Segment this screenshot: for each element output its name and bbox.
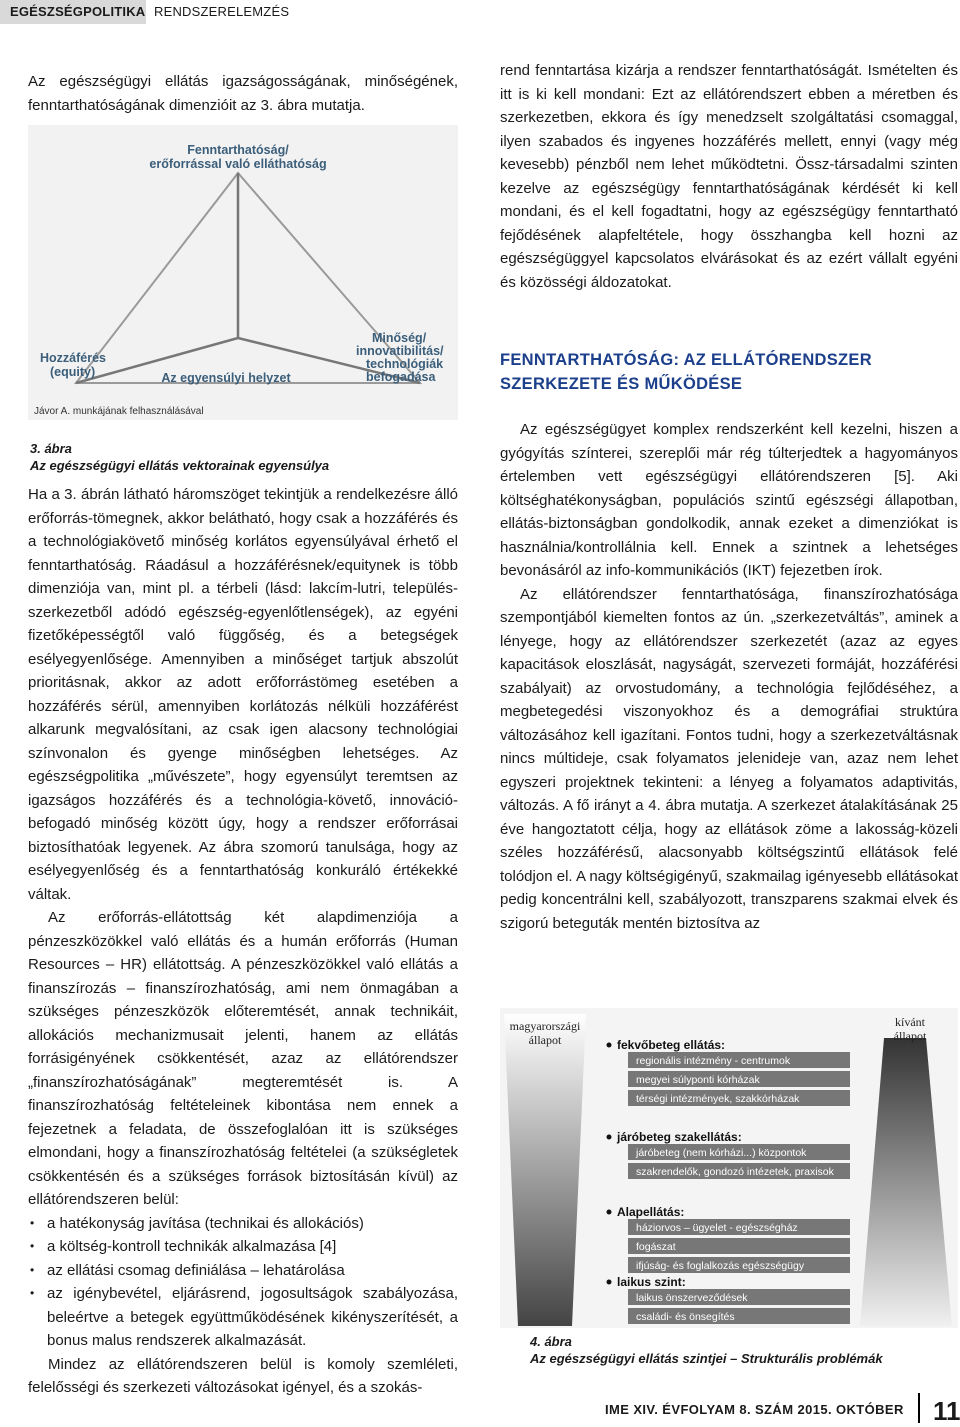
- figure-3-caption: [30, 440, 329, 474]
- left-title-1: magyarországi: [509, 1019, 581, 1033]
- level-bullet: [607, 1043, 612, 1048]
- footer-divider: [918, 1393, 920, 1423]
- left-paragraph-3: Mindez az ellátórendszeren belül is komoly szemléleti, felelősségi és szerkezeti változásokat igényel, és a szokás-: [28, 1355, 458, 1396]
- right-paragraph-1: Az egészségügyet komplex rendszerként kell kezelni, hiszen a gyógyítás színterei, szereplői már rég túlterjedtek a hagyományos értelemben vett egészségügyi ellátórendszeren [5]. Aki költséghatékonyságban, populációs szintű egészségi állapotban, ellátás-biztonságban gondolkodik, annak ezeket a dimenziókat is használnia/kontrollálnia kell. Ennek a szintnek a lehetséges bevonásáról az info-kommunikációs (IKT) fejezetben írok.: [500, 421, 958, 579]
- level-title: Alapellátás:: [617, 1205, 685, 1219]
- left-paragraph-2: Az erőforrás-ellátottság két alapdimenziója a pénzeszközökkel való ellátás és a humán erőforrás (Human Resources – HR) ellátottság. A pénzeszközökkel való ellátás a finanszírozás – finanszírozhatóság, ami nem önmagában a szükséges pénzeszközök előteremtését, annak technikáit, allokációs mechanizmusait jelenti, hanem az ellátás forrásigényének csökkentését, azaz az ellátórendszer „finanszírozhatóságának” megteremtését is. A finanszírozhatóság feltételeinek kibontása nem ennek a fejezetnek a feladata, de összefoglalóan itt is szükséges elmondani, hogy a finanszírozhatóság feltételei (a szükségletek csökkentésén és a szükséges források biztosításán kívül) az ellátórendszeren belül:: [28, 909, 458, 1208]
- figure-3-title: Az egészségügyi ellátás vektorainak egyensúlya: [30, 458, 330, 473]
- figure-4-number: 4. ábra: [530, 1334, 572, 1349]
- figure-4-caption: [530, 1333, 883, 1367]
- target-state-shape: [860, 1038, 952, 1326]
- requirements-list: [28, 1212, 458, 1353]
- level-title: járóbeteg szakellátás:: [617, 1130, 742, 1144]
- left-paragraph-1: Ha a 3. ábrán látható háromszöget tekintjük a rendelkezésre álló erőforrás-tömegnek, akkor belátható, hogy csak a hozzáférés és a technológiakövető minőség korlátos egyensúlyával érhető el fenntarthatóság. Ráadásul a hozzáférésnek/equitynek is több dimenziója van, mint pl. a térbeli (lásd: lakcím-lutri, település-szerkezetből adódó egészség-egyenlőtlenségek), az egyéni fizetőképességtől való függőség, és a betegségek esélyegyenlősége. Amennyiben a minőséget tartjuk abszolút prioritásnak, akkor az adott erőforrástömeg esetében a hozzáférés sérül, amennyiben korlátozás nélküli hozzáférést alkarunk megvalósítani, az csak igen alacsony technológiai színvonalon és gyenge minőségben lehetséges. Az egészségpolitika „művészete”, hogy egyensúlyt teremtsen az igazságos hozzáférés és a technológia-követő, innováció-befogadó minőség között úgy, hogy a rendszer erőforrásai biztosíthatóak legyenek. Az ábra szomorú tanulsága, hogy az esélyegyenlőség és a fenntarthatóság konkuráló értékekké váltak.: [28, 486, 458, 903]
- right-label-3: technológiák: [366, 357, 444, 371]
- list-item: • a hatékonyság javítása (technikai és allokációs): [28, 1212, 458, 1236]
- left-label-1: Hozzáférés: [40, 351, 106, 365]
- top-label-1: Fenntarthatóság/: [187, 143, 289, 157]
- levels-group: [607, 1038, 851, 1324]
- level-item: járóbeteg (nem kórházi...) központok: [636, 1147, 807, 1159]
- level-title: laikus szint:: [617, 1275, 686, 1289]
- level-item: laikus önszerveződések: [636, 1292, 748, 1304]
- right-column: [500, 418, 958, 935]
- level-bullet: [607, 1280, 612, 1285]
- list-item: • a költség-kontroll technikák alkalmazása [4]: [28, 1235, 458, 1259]
- structure-diagram: [500, 1008, 958, 1328]
- level-bullet: [607, 1135, 612, 1140]
- figure-4-title: Az egészségügyi ellátás szintjei – Strukturális problémák: [530, 1351, 883, 1366]
- level-bullet: [607, 1210, 612, 1215]
- figure-4: [500, 1008, 958, 1328]
- right-paragraph-2: Az ellátórendszer fenntarthatósága, finanszírozhatósága szempontjából kiemelten fontos az ún. „szerkezetváltás”, aminek a lényege, hogy az ellátórendszer szerkezetét (azaz az egyes kapacitások eloszlását, nagyságát, szervezeti formáját, hozzáférési szabályait) az orvostudomány, a technológia fejlődéséhez, a megbetegedési viszonyokhoz és a demográfiai struktúra változásához kell igazítani. Fontos tudni, hogy a szerkezetváltásnak nincs múltideje, csak folyamatos jelenideje van, azaz nem lehet egyszeri projektnek tekinteni: a lényeg a folyamatos adaptivitás, változás. A fő irányt a 4. ábra mutatja. A szerkezet átalakításának 25 éve hangoztatott célja, hogy az ellátások zöme a lakosság-közeli széles hozzáférésű, alacsonyabb költségszintű ellátások felé tolódjon el. A nagy költségigényű, szakmailag igényesebb ellátásokat pedig koncentrálni kell, szabályozott, transzparens szakmai elvek és szigorú beteguták mentén biztosítva az: [500, 585, 958, 932]
- figure-3: [28, 125, 458, 420]
- journal-footer: IME XIV. ÉVFOLYAM 8. SZÁM 2015. OKTÓBER: [605, 1402, 904, 1417]
- right-label-1: Minőség/: [372, 331, 427, 345]
- section-heading: FENNTARTHATÓSÁG: AZ ELLÁTÓRENDSZER SZERKEZETE ÉS MŰKÖDÉSE: [500, 351, 872, 393]
- level-title: fekvőbeteg ellátás:: [617, 1038, 726, 1052]
- figure-credit: Jávor A. munkájának felhasználásával: [34, 406, 204, 417]
- level-item: megyei súlyponti kórházak: [636, 1074, 760, 1086]
- bottom-label: Az egyensúlyi helyzet: [161, 371, 291, 385]
- section-label: EGÉSZSÉGPOLITIKA: [0, 0, 146, 24]
- level-item: fogászat: [636, 1241, 676, 1253]
- left-column: [28, 483, 458, 1400]
- right-column-top: [500, 59, 958, 294]
- level-item: regionális intézmény - centrumok: [636, 1055, 791, 1067]
- right-title-1: kívánt: [895, 1015, 925, 1029]
- right-label-4: befogadása: [366, 370, 436, 384]
- right-top-paragraph: rend fenntartása kizárja a rendszer fenntarthatóságát. Ismételten és itt is ki kell mondani: Ezt az ellátórendszert ebben a méretben és szerkezetben, ekkora és így menedzselt szolgáltatási csomaggal, ilyen szabados és ingyenes hozzáférés mellett, ennyi (vagy még kevesebb) pénzből nem lehet működtetni. Össz-társadalmi szinten kezelve az egészségügy fenntarthatóságának kérdését ki kell mondani, és el kell fogadtatni, hogy az egészségügy fenntartható fejődésének alapfeltétele, hogy összhangba kell hozni az egészségüggyel kapcsolatos elvárásokat és az ezért vállalt egyéni és közösségi áldozatokat.: [500, 62, 958, 291]
- top-label-2: erőforrással való elláthatóság: [149, 157, 327, 171]
- left-title-2: állapot: [528, 1033, 562, 1047]
- intro-paragraph: Az egészségügyi ellátás igazságosságának, minőségének, fenntarthatóságának dimenzióit az 3. ábra mutatja.: [28, 73, 458, 114]
- list-item: • az igénybevétel, eljárásrend, jogosultságok szabályozása, beleértve a betegek együttműködésének kikényszerítését, a bonus malus rendszerek alkalmazását.: [28, 1282, 458, 1353]
- right-title-2: állapot: [893, 1029, 927, 1043]
- subsection-label: RENDSZERELEMZÉS: [154, 4, 290, 19]
- current-state-shape: [504, 1014, 586, 1326]
- page-number: 11: [933, 1396, 960, 1426]
- list-item: • az ellátási csomag definiálása – lehatárolása: [28, 1259, 458, 1283]
- level-item: térségi intézmények, szakkórházak: [636, 1093, 800, 1105]
- level-item: ifjúság- és foglalkozás egészségügy: [636, 1260, 805, 1272]
- right-label-2: innovatibilitás/: [356, 344, 444, 358]
- triangle-diagram: [28, 125, 458, 420]
- level-item: szakrendelők, gondozó intézetek, praxisok: [636, 1166, 834, 1178]
- left-label-2: (equity): [50, 365, 96, 379]
- level-item: családi- és önsegítés: [636, 1311, 735, 1323]
- figure-3-number: 3. ábra: [30, 441, 72, 456]
- level-item: háziorvos – ügyelet - egészségház: [636, 1222, 798, 1234]
